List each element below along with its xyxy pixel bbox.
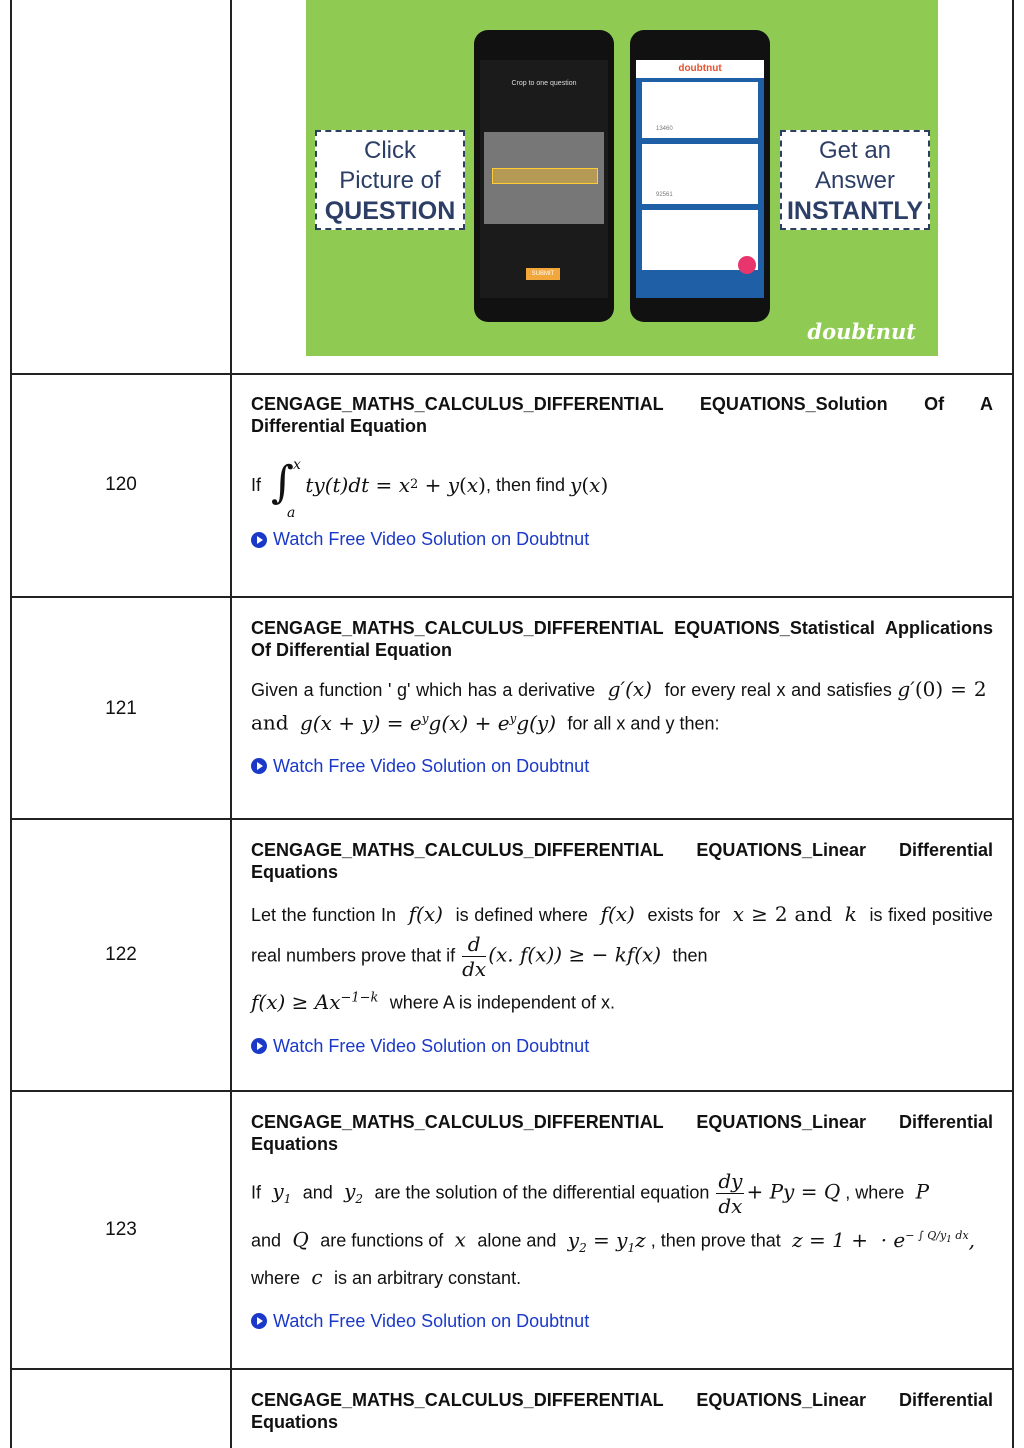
question-category: CENGAGE_MATHS_CALCULUS_DIFFERENTIAL EQUATIONS_Linear Differential Equations: [251, 840, 993, 882]
math-expression: f(x): [593, 902, 642, 926]
text-segment: where A is independent of x.: [389, 992, 615, 1013]
math-expression: $y_1$: [266, 1179, 292, 1207]
watch-video-link[interactable]: [251, 1311, 993, 1332]
click-picture-card: [315, 130, 465, 230]
text-segment: for every real x and satisfies: [664, 680, 892, 700]
question-category: CENGAGE_MATHS_CALCULUS_DIFFERENTIAL EQUATIONS_Statistical Applications Of Differential Equation: [251, 618, 993, 660]
fab-button[interactable]: [738, 256, 756, 274]
card-emphasis: QUESTION: [324, 197, 456, 225]
table-border-right: [1012, 0, 1014, 1448]
watch-video-link[interactable]: [251, 529, 993, 550]
fraction-dy-dx: $\frac{dy}{dx}$: [718, 1169, 743, 1218]
play-circle-icon: [251, 532, 267, 548]
submit-button[interactable]: SUBMIT: [526, 268, 560, 280]
text-segment: and: [251, 710, 289, 735]
question-text: If $y_1$ and $y_2$ are the solution of the differential equation $\frac{dy}{dx}$ + Py = Q , where P and Q are functions of x alone and $y_2 = y_1z$ , then prove that z = 1 + · $e^{- \int Q/y_1 dx}$,: [251, 1169, 976, 1255]
play-circle-icon: [251, 758, 267, 774]
question-cell: [251, 839, 993, 1057]
card-line: Get an: [818, 137, 892, 164]
watch-video-link[interactable]: [251, 756, 993, 777]
math-expression: y: [570, 473, 582, 497]
doubtnut-promo-banner[interactable]: [306, 0, 938, 356]
question-cell: [251, 617, 993, 777]
text-segment: then: [672, 945, 708, 966]
view-count: 13460: [656, 126, 673, 132]
question-category: CENGAGE_MATHS_CALCULUS_DIFFERENTIAL EQUATIONS_Solution Of A Differential Equation: [251, 394, 993, 436]
math-expression: g′: [897, 677, 915, 701]
text-segment: Let the function In: [251, 905, 397, 925]
play-circle-icon: [251, 1038, 267, 1054]
answer-card: [642, 82, 758, 138]
math-expression: x: [448, 1227, 473, 1252]
question-text: If ∫ x a ty(t)dt = x 2 + y ( x ) , then find y ( x ): [251, 453, 993, 517]
math-expression: f(x): [401, 902, 450, 926]
view-count: 92561: [656, 192, 673, 198]
watch-video-label: Watch Free Video Solution on Doubtnut: [273, 1310, 590, 1331]
get-answer-card: [780, 130, 930, 230]
math-expression: c: [305, 1264, 329, 1289]
app-brand: doubtnut: [678, 63, 722, 74]
camera-screen: [480, 60, 608, 298]
answer-card: [642, 144, 758, 204]
watch-video-label: Watch Free Video Solution on Doubtnut: [273, 1035, 590, 1056]
crop-box: [492, 168, 598, 184]
math-expression: z = 1 + · $e^{- \int Q/y_1 dx}$,: [785, 1227, 976, 1252]
math-expression: ty(t)dt: [299, 473, 370, 497]
math-expression: $y_2 = y_1z$: [561, 1227, 646, 1255]
text-segment: alone and: [477, 1230, 557, 1251]
question-category: CENGAGE_MATHS_CALCULUS_DIFFERENTIAL EQUATIONS_Linear Differential Equations: [251, 1112, 993, 1154]
play-circle-icon: [251, 1313, 267, 1329]
question-text: Given a function ' g' which has a derivative g′(x) for every real x and satisfies g′(0) = 2 and $g(x + y) = e^yg(x) + e^yg(y)$ for all x and y then:: [251, 677, 993, 735]
doubtnut-logo: doubtnut: [807, 319, 916, 344]
card-line: Answer: [814, 167, 896, 194]
math-expression: Q: [286, 1227, 316, 1252]
math-expression: =: [369, 473, 399, 497]
card-line: Picture of: [339, 167, 441, 194]
text-segment: , then find: [485, 475, 566, 495]
text-segment: are the solution of the differential equation: [374, 1182, 710, 1203]
math-expression: $f(x) \ge Ax^{-1-k}$: [251, 989, 379, 1014]
math-expression: $y_2$: [337, 1179, 364, 1207]
math-expression: k: [837, 902, 864, 926]
question-cell: [251, 393, 993, 550]
question-category: CENGAGE_MATHS_CALCULUS_DIFFERENTIAL EQUATIONS_Linear Differential Equations: [251, 1390, 993, 1432]
question-image: [484, 132, 604, 224]
fraction-d-dx: $\frac{d}{dx}$: [462, 932, 487, 981]
app-header: [636, 60, 764, 78]
text-segment: and: [251, 1230, 282, 1251]
watch-video-link[interactable]: [251, 1036, 993, 1057]
text-segment: Given a function ' g' which has a derivative: [251, 680, 596, 700]
text-segment: where: [251, 1267, 301, 1288]
text-segment: are functions of: [320, 1230, 444, 1251]
text-segment: If: [251, 1182, 262, 1203]
text-segment: If: [251, 475, 262, 495]
watch-video-label: Watch Free Video Solution on Doubtnut: [273, 755, 590, 776]
text-segment: is defined where: [455, 905, 588, 925]
row-divider: [10, 1090, 1014, 1092]
crop-title: Crop to one question: [511, 80, 577, 87]
watch-video-label: Watch Free Video Solution on Doubtnut: [273, 529, 590, 549]
phone-camera-mockup: [474, 30, 614, 322]
math-expression: g′(x): [600, 677, 659, 701]
question-number: 122: [105, 944, 137, 965]
card-emphasis: INSTANTLY: [786, 197, 924, 225]
text-segment: , then prove that: [650, 1230, 781, 1251]
math-expression: P: [909, 1179, 930, 1204]
question-cell: [251, 1389, 993, 1433]
row-divider: [10, 596, 1014, 598]
math-expression: $g(x + y) = e^yg(x) + e^yg(y)$: [293, 710, 563, 735]
phone-answer-mockup: [630, 30, 770, 322]
text-segment: for all x and y then:: [567, 713, 720, 734]
row-divider: [10, 373, 1014, 375]
text-segment: , where: [845, 1182, 905, 1203]
question-number: 123: [105, 1219, 137, 1240]
text-segment: is fixed positive real numbers prove that if: [251, 905, 993, 966]
math-expression: x: [398, 473, 410, 497]
card-line: Click: [364, 137, 416, 164]
question-cell: [251, 1111, 993, 1332]
text-segment: is an arbitrary constant.: [333, 1267, 522, 1288]
row-divider: [10, 818, 1014, 820]
table-column-divider: [230, 0, 232, 1448]
math-expression: y: [447, 473, 460, 497]
text-segment: and: [794, 902, 833, 926]
integral-expression: ∫ x a: [271, 457, 301, 521]
answer-screen: [636, 60, 764, 298]
question-text: Let the function In f(x) is defined where f(x) exists for x ≥ 2 and k is fixed positive real numbers prove that if $\frac{d}{dx}$ (x. f(x)) ≥ − kf(x) then $f(x) \ge Ax^{-1-k}$ where A is independent of x.: [251, 902, 993, 1014]
question-number: 121: [105, 698, 137, 719]
math-expression: +: [418, 473, 448, 497]
question-number: 120: [105, 474, 137, 495]
text-segment: exists for: [647, 905, 721, 925]
text-segment: and: [302, 1182, 333, 1203]
math-expression: x: [725, 902, 745, 926]
row-divider: [10, 1368, 1014, 1370]
